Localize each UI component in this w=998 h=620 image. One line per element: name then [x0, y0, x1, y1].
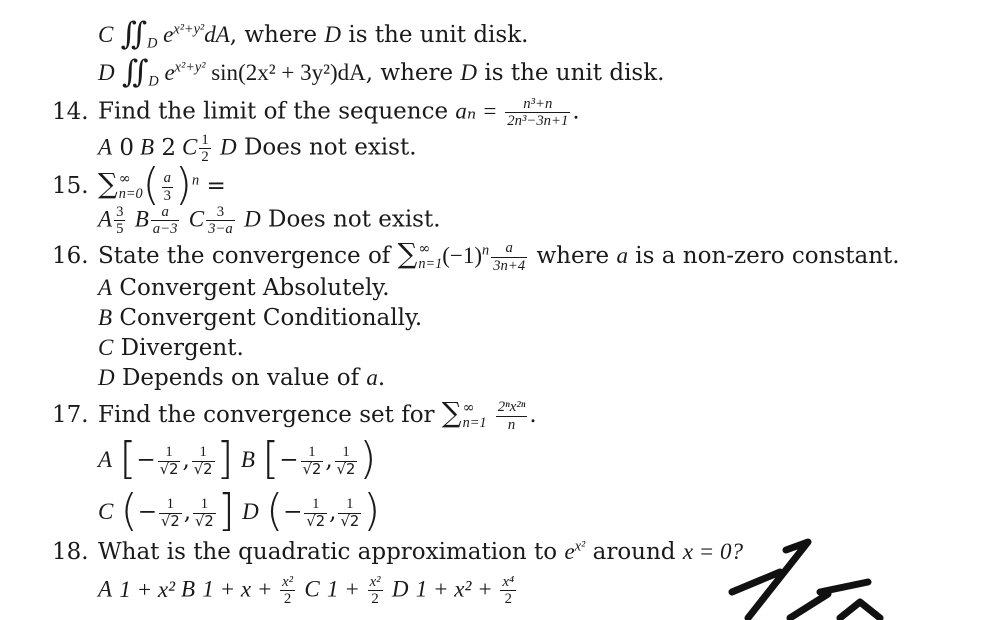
option-c-label: C [188, 206, 205, 232]
pos-fraction: $\frac{1}{√2}$ [193, 444, 213, 478]
option-text: Convergent Conditionally. [119, 305, 423, 331]
sigma-icon: ∑ [98, 167, 118, 200]
option-d: 1 + x² + [415, 576, 499, 602]
question-number: 14. [52, 98, 89, 125]
left-paren: ( [142, 159, 160, 210]
equals: = [199, 173, 226, 199]
option-c: 1 + [327, 576, 366, 602]
question-18 [52, 537, 743, 567]
alternating-term: (−1) [442, 243, 482, 268]
option-a-fraction: $\frac{3}{5}$ [116, 204, 124, 238]
option-label: B [98, 305, 113, 330]
question-number: 17. [52, 402, 89, 428]
option-d-label: D [391, 576, 409, 602]
option-label: D [98, 60, 115, 85]
option-d-label: D [220, 134, 237, 160]
option-text: Depends on value of [121, 365, 367, 391]
option-text: Divergent. [120, 335, 244, 361]
question-16 [52, 239, 900, 274]
left-bracket: [ [119, 433, 137, 484]
option-a-label: A [98, 134, 113, 160]
options-17ab: A [− $\frac{1}{√2}$ , $\frac{1}{√2}$ ] B [− $\frac{1}{√2}$ , $\frac{1}{√2}$ ) [98, 433, 377, 484]
option-a-label: A [98, 576, 113, 602]
left-bracket: [ [262, 433, 280, 484]
option-16c [98, 333, 244, 363]
period: . [572, 98, 580, 125]
var-a: a [366, 365, 378, 390]
option-label: C [98, 22, 114, 47]
option-b: 2 [161, 134, 177, 161]
question-15 [52, 159, 226, 210]
option-d-label: D [242, 499, 259, 524]
option-a-label: A [98, 447, 113, 472]
option-label: C [98, 335, 114, 360]
option-b-label: B [140, 134, 155, 160]
option-c-fraction: $\frac{1}{2}$ [201, 132, 209, 166]
option-text: Convergent Absolutely. [119, 275, 390, 301]
option-b-label: B [181, 576, 196, 602]
period: . [529, 402, 537, 428]
options-15 [98, 204, 441, 237]
var-d: D [324, 22, 342, 47]
option-tail: is the unit disk. [477, 60, 665, 86]
question-text: Find the convergence set for [98, 402, 442, 428]
option-c-label: C [182, 134, 198, 160]
condition: x = 0? [682, 539, 744, 564]
question-text: What is the quadratic approximation to [98, 539, 565, 565]
right-paren: ) [359, 433, 377, 484]
option-a: 1 + x² [119, 576, 175, 602]
sum-limits: ∞ n=1 [462, 400, 487, 431]
sequence-lhs: aₙ = [455, 98, 504, 124]
left-paren: ( [266, 485, 284, 536]
option-a-label: A [98, 206, 113, 232]
sigma-icon: ∑ [397, 237, 418, 270]
neg-fraction: $\frac{1}{√2}$ [160, 496, 180, 530]
option-c-fraction: $\frac{\text{x²}}{2}$ [369, 574, 381, 608]
option-b-label: B [240, 447, 255, 472]
option-b-fraction: $\frac{a}{a-3}$ [152, 204, 178, 238]
option-d: Does not exist. [243, 134, 417, 161]
question-after: around [585, 539, 683, 565]
question-number: 16. [52, 243, 89, 269]
option-16b [98, 303, 422, 333]
neg-fraction: $\frac{1}{√2}$ [159, 444, 179, 478]
option-c-label: C [98, 499, 114, 524]
right-paren: ) [174, 159, 193, 210]
question-text: State the convergence of [98, 243, 398, 269]
pos-fraction: $\frac{1}{√2}$ [336, 444, 356, 478]
sum-limits: ∞ n=1 [418, 241, 443, 272]
handwritten-scribble [720, 520, 890, 620]
option-text: , where [365, 60, 461, 86]
options-17cd: C (− $\frac{1}{√2}$ , $\frac{1}{√2}$ ] D (− $\frac{1}{√2}$ , $\frac{1}{√2}$ ) [98, 485, 381, 536]
question-text: Find the limit of the sequence [98, 98, 456, 125]
double-integral: $∬_D$ $e^{x^2+y^2}dA$ [120, 16, 230, 52]
exponent: n [192, 172, 200, 189]
option-13c [98, 16, 529, 52]
pos-fraction: $\frac{1}{√2}$ [195, 496, 214, 530]
options-18 [98, 574, 518, 607]
sequence-fraction: $\frac{\text{n³+n}}{\text{2n³−3n+1}}$ [507, 96, 569, 130]
var-a: a [616, 243, 628, 268]
term-fraction: $\frac{\text{2ⁿx²ⁿ}}{n}$ [497, 399, 526, 433]
option-a: 0 [119, 134, 135, 161]
exp-base: e [564, 539, 575, 564]
sigma-icon: ∑ [441, 396, 462, 429]
double-integral: $∬_D$ $e^{x^2+y^2}$ [121, 54, 206, 90]
period: . [377, 365, 386, 391]
question-after: where [529, 243, 617, 269]
option-tail: is the unit disk. [341, 22, 529, 48]
sin-arg: (2x² + 3y²)dA [238, 60, 366, 85]
var-d: D [460, 60, 478, 85]
question-number: 15. [52, 173, 89, 199]
sum-limits: ∞ n=0 [118, 171, 143, 202]
option-text: , where [229, 22, 325, 48]
option-16a [98, 273, 390, 303]
question-17 [52, 398, 537, 433]
neg-fraction: $\frac{1}{√2}$ [306, 496, 326, 530]
option-c-fraction: $\frac{3}{3-a}$ [208, 204, 233, 238]
question-14 [52, 96, 580, 129]
option-d-label: D [244, 206, 261, 232]
exponent: n [482, 242, 490, 259]
option-b: 1 + x + [202, 576, 279, 602]
exponent: x² [574, 538, 586, 555]
sin-fn: sin [205, 60, 239, 85]
option-16d [98, 363, 385, 393]
term-fraction: $\frac{a}{3n+4}$ [493, 240, 526, 274]
right-bracket: ] [217, 485, 235, 536]
pos-fraction: $\frac{1}{√2}$ [340, 496, 360, 530]
option-d: Does not exist. [268, 206, 441, 233]
question-number: 18. [52, 539, 89, 565]
neg-fraction: $\frac{1}{√2}$ [302, 444, 322, 478]
option-b-label: B [134, 206, 149, 232]
option-13d [98, 54, 665, 90]
option-label: D [98, 365, 115, 390]
right-bracket: ] [216, 433, 234, 484]
question-tail: is a non-zero constant. [627, 243, 900, 269]
option-b-fraction: $\frac{\text{x²}}{2}$ [282, 574, 294, 608]
ratio-fraction: $\frac{a}{3}$ [163, 170, 171, 204]
option-label: A [98, 275, 113, 300]
left-paren: ( [120, 485, 138, 536]
option-c-label: C [304, 576, 320, 602]
right-paren: ) [363, 485, 381, 536]
option-d-fraction: $\frac{\text{x⁴}}{2}$ [502, 574, 515, 608]
